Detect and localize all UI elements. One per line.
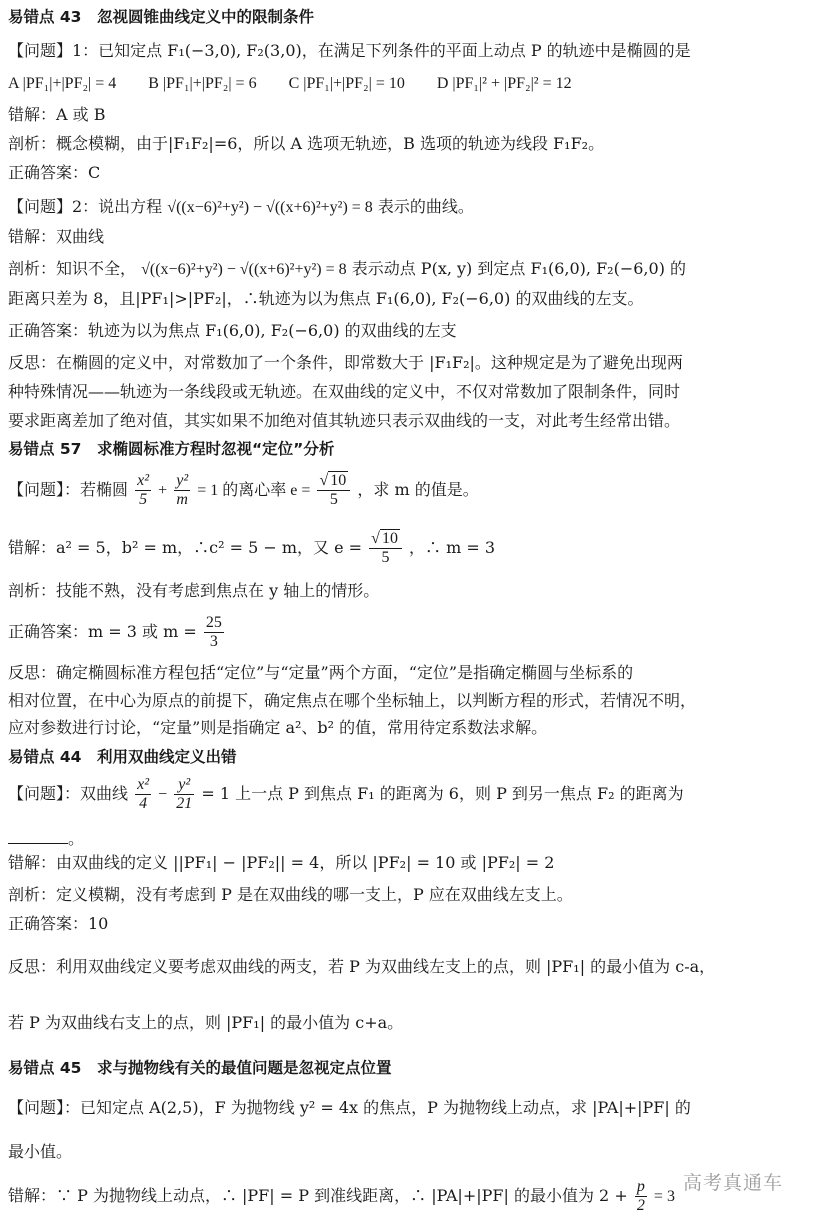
s44-question-blank-line <box>8 828 815 850</box>
s57-correct-answer <box>8 608 815 656</box>
s43-reflection-line3: 要求距离差加了绝对值，其实如果不加绝对值其轨迹只表示双曲线的一支，对此考生经常出错。 <box>8 411 681 430</box>
s43-wrong-answer-2: 错解：双曲线 <box>8 227 105 246</box>
s57-wrong-answer <box>8 524 815 572</box>
s57-analysis: 剖析：技能不熟，没有考虑到焦点在 y 轴上的情形。 <box>8 581 380 600</box>
s43-analysis2-prefix: 剖析：知识不全， <box>8 259 137 278</box>
s44-q-end: 。 <box>68 829 85 848</box>
s43-reflection-line2: 种特殊情况——轨迹为一条线段或无轨迹。在双曲线的定义中，不仅对常数加了限制条件，同时 <box>8 382 681 401</box>
s57-correct-prefix: 正确答案：m = 3 或 m = <box>8 622 197 641</box>
s57-frac-sqrt10-5: $\frac{√ 10}{5}$ <box>317 472 350 510</box>
s43-correct-answer: 正确答案：C <box>8 163 101 182</box>
s44-wrong-answer: 错解：由双曲线的定义 ||PF₁| − |PF₂|| = 4，所以 |PF₂| = 10 或 |PF₂| = 2 <box>8 853 555 872</box>
s45-question-line2: 最小值。 <box>8 1142 73 1161</box>
answer-blank <box>8 843 68 844</box>
watermark-text: 高考真通车 <box>683 1172 784 1194</box>
s57-wrong-frac: $\frac{√ 10}{5}$ <box>369 530 402 568</box>
s44-question: 【问题】：双曲线 $\frac{\text{x²}}{4}$ − $\frac{\text{y²}}{21}$ = 1 上一点 P 到焦点 F₁ 的距离为 6，则 P 到另一焦点 F₂ 的距离为 <box>8 775 684 812</box>
s43-wrong-answer: 错解：A 或 B <box>8 105 106 124</box>
s44-analysis: 剖析：定义模糊，没有考虑到 P 是在双曲线的哪一支上，P 应在双曲线左支上。 <box>8 885 573 904</box>
s43-analysis2-equation: √((x−6)²+y²) − √((x+6)²+y²) = 8 <box>141 261 347 278</box>
s45-wrong-suffix: = 3 <box>653 1188 675 1205</box>
s43-reflection-line1: 反思：在椭圆的定义中，对常数加了一个条件，即常数大于 |F₁F₂|。这种规定是为了避免出现两 <box>8 353 683 372</box>
s45-frac-p-2: $\frac{p}{2}$ <box>636 1177 645 1214</box>
s45-question-line1: 【问题】：已知定点 A(2,5)，F 为抛物线 y² = 4x 的焦点，P 为抛物线上动点，求 |PA|+|PF| 的 <box>8 1098 691 1117</box>
s43-q2-equation: √((x−6)²+y²) − √((x+6)²+y²) = 8 <box>167 199 373 216</box>
s43-q2-prefix: 【问题】2：说出方程 <box>8 197 163 216</box>
s44-q-prefix: 【问题】：双曲线 <box>8 784 129 803</box>
s44-reflection-line1: 反思：利用双曲线定义要考虑双曲线的两支，若 P 为双曲线左支上的点，则 |PF₁| 的最小值为 c-a， <box>8 957 716 976</box>
s43-analysis-2 <box>8 258 815 281</box>
s43-question-1: 【问题】1：已知定点 F₁(−3,0), F₂(3,0)，在满足下列条件的平面上动点 P 的轨迹中是椭圆的是 <box>8 41 691 60</box>
s57-reflection-line1: 反思：确定椭圆标准方程包括“定位”与“定量”两个方面，“定位”是指确定椭圆与坐标系的 <box>8 663 634 682</box>
s44-reflection-line2: 若 P 为双曲线右支上的点，则 |PF₁| 的最小值为 c+a。 <box>8 1013 404 1032</box>
section-43-heading: 易错点 43 忽视圆锥曲线定义中的限制条件 <box>8 8 314 26</box>
section-44-heading: 易错点 44 利用双曲线定义出错 <box>8 748 237 766</box>
s57-frac-y2-m: $\frac{\text{y²}}{m}$ <box>176 471 189 508</box>
s57-wrong-prefix: 错解：a² = 5，b² = m，∴c² = 5 − m，又 e = <box>8 538 363 557</box>
s44-correct-answer: 正确答案：10 <box>8 914 109 933</box>
s45-wrong-prefix: 错解：∵ P 为抛物线上动点，∴ |PF| = P 到准线距离，∴ |PA|+|PF| 的最小值为 2 + <box>8 1186 628 1205</box>
section-45-heading: 易错点 45 求与抛物线有关的最值问题是忽视定点位置 <box>8 1059 392 1077</box>
s57-wrong-suffix: ，∴ m = 3 <box>409 538 496 557</box>
s43-analysis: 剖析：概念模糊，由于|F₁F₂|=6，所以 A 选项无轨迹，B 选项的轨迹为线段 F₁F₂。 <box>8 134 605 153</box>
s44-frac-y2-21: $\frac{\text{y²}}{21}$ <box>176 775 193 812</box>
s57-q-mid: = 1 的离心率 e = <box>197 482 311 499</box>
s43-analysis-2-line2: 距离只差为 8，且|PF₁|>|PF₂|，∴轨迹为以为焦点 F₁(6,0), F₂(−6,0) 的双曲线的左支。 <box>8 289 644 308</box>
s57-reflection-line2: 相对位置，在中心为原点的前提下，确定焦点在哪个坐标轴上，以判断方程的形式，若情况不明， <box>8 691 697 710</box>
s43-question-2 <box>8 196 815 219</box>
s57-q-prefix: 【问题】：若椭圆 <box>8 480 129 499</box>
s57-frac-25-3: $\frac{25}{3}$ <box>205 613 222 650</box>
s43-analysis2-suffix: 表示动点 P(x, y) 到定点 F₁(6,0), F₂(−6,0) 的 <box>351 259 687 278</box>
s57-question: 【问题】：若椭圆 $\frac{\text{x²}}{5}$ + $\frac{\text{y²}}{m}$ = 1 的离心率 e = $\frac{√ 10}{5}$ ，求 m 的值是。 <box>8 471 479 508</box>
s43-options: A |PF₁|+|PF₂| = 4 B |PF₁|+|PF₂| = 6 C |PF₁|+|PF₂| = 10 D |PF₁|² + |PF₂|² = 12 <box>8 75 572 92</box>
s43-correct-answer-2: 正确答案：轨迹为以为焦点 F₁(6,0), F₂(−6,0) 的双曲线的左支 <box>8 321 457 340</box>
s44-frac-x2-4: $\frac{\text{x²}}{4}$ <box>137 775 150 812</box>
s43-q2-suffix: 表示的曲线。 <box>377 197 474 216</box>
s44-q-suffix: = 1 上一点 P 到焦点 F₁ 的距离为 6，则 P 到另一焦点 F₂ 的距离为 <box>201 784 684 803</box>
s57-q-suffix: ，求 m 的值是。 <box>357 480 479 499</box>
s57-frac-x2-5: $\frac{\text{x²}}{5}$ <box>137 471 150 508</box>
section-57-heading: 易错点 57 求椭圆标准方程时忽视“定位”分析 <box>8 440 335 458</box>
s57-reflection-line3: 应对参数进行讨论，“定量”则是指确定 a²、b² 的值，常用待定系数法求解。 <box>8 718 548 737</box>
